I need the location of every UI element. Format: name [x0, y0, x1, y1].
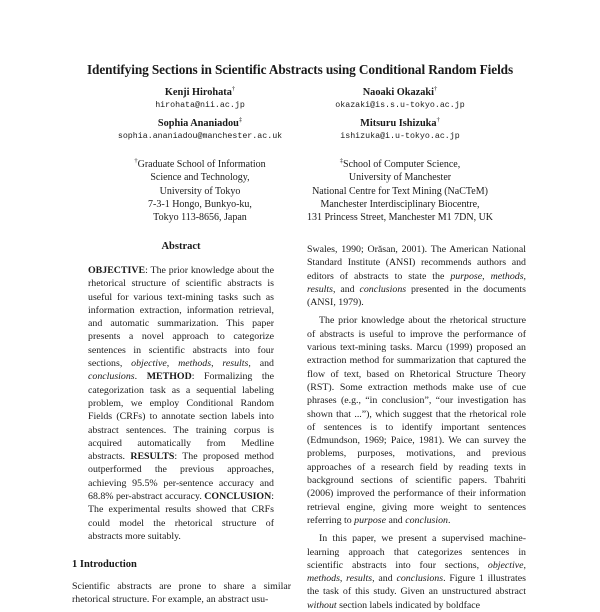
paper-title: Identifying Sections in Scientific Abstracts using Conditional Random Fields	[86, 62, 514, 77]
author-email: hirohata@nii.ac.jp	[155, 101, 245, 110]
author-name: Sophia Ananiadou‡	[157, 116, 243, 129]
author-email: okazaki@is.s.u-tokyo.ac.jp	[335, 101, 465, 110]
right-column-body	[307, 243, 526, 612]
author-name: Kenji Hirohata†	[164, 85, 236, 98]
author-email: sophia.ananiadou@manchester.ac.uk	[117, 132, 283, 141]
introduction-heading: 1 Introduction	[72, 559, 137, 570]
author-name: Mitsuru Ishizuka†	[360, 116, 440, 129]
paragraph: Swales, 1990; Orăsan, 2001). The American National Standard Institute (ANSI) recommends authors and editors of abstracts to state the purpose, methods, results, and conclusions presented in the documents (ANSI, 1979).	[307, 244, 527, 309]
author-name: Naoaki Okazaki†	[362, 85, 438, 98]
abstract-body: OBJECTIVE: The prior knowledge about the rhetorical structure of scientific abstracts is useful for various text-mining tasks such as information extraction, information retrieval, and automatic summarization. This paper presents a novel approach to categorize sentences in scientific abstracts into four sections, objective, methods, results, and conclusions. METHOD: Formalizing the categorization task as a sequential labeling problem, we employ Conditional Random Fields (CRFs) to annotate section labels into abstract sentences. The training corpus is acquired automatically from Medline abstracts. RESULTS: The proposed method outperformed the previous approaches, achieving 95.5% per-sentence accuracy and 68.8% per-abstract accuracy. CONCLUSION: The experimental results showed that CRFs could model the rhetorical structure of abstracts more suitably.	[88, 265, 274, 542]
affiliation-tokyo: †Graduate School of Information Science and Technology, University of Tokyo 7-3-1 Hongo, Bunkyo-ku, Tokyo 113-8656, Japan	[134, 157, 266, 224]
affiliation-manchester: ‡School of Computer Science, University of Manchester National Centre for Text Mining (NaCTeM) Manchester Interdisciplinary Biocentre, 131 Princess Street, Manchester M1 7DN, UK	[306, 157, 494, 224]
paragraph: In this paper, we present a supervised machine-learning approach that categorizes sentences in scientific abstracts into four sections, objective, methods, results, and conclusions. Figure 1 illustrates the task of this study. Given an unstructured abstract without section labels indicated by boldface	[307, 533, 526, 611]
introduction-body: Scientific abstracts are prone to share a similar rhetorical structure. For example, an abstract usu-	[72, 581, 291, 606]
paragraph: The prior knowledge about the rhetorical structure of abstracts is useful to improve the performance of various text-mining tasks. Marcu (1999) proposed an extraction method for summarization that captured the flow of text, based on Rhetorical Structure Theory (RST). Some extraction methods make use of cue phrases (e.g., “in conclusion”, “our investigation has shown that ...”), which suggest that the rhetorical role of sentences is to identify important sentences (Edmundson, 1969; Paice, 1981). We can survey the problems, purposes, motivations, and previous approaches of a research field by reading texts in background sections of scientific papers. Tbahriti (2006) improved the performance of their information retrieval engine, giving more weight to sentences referring to purpose and conclusion.	[307, 315, 526, 526]
abstract-heading: Abstract	[161, 241, 201, 252]
author-email: ishizuka@i.u-tokyo.ac.jp	[340, 132, 460, 141]
